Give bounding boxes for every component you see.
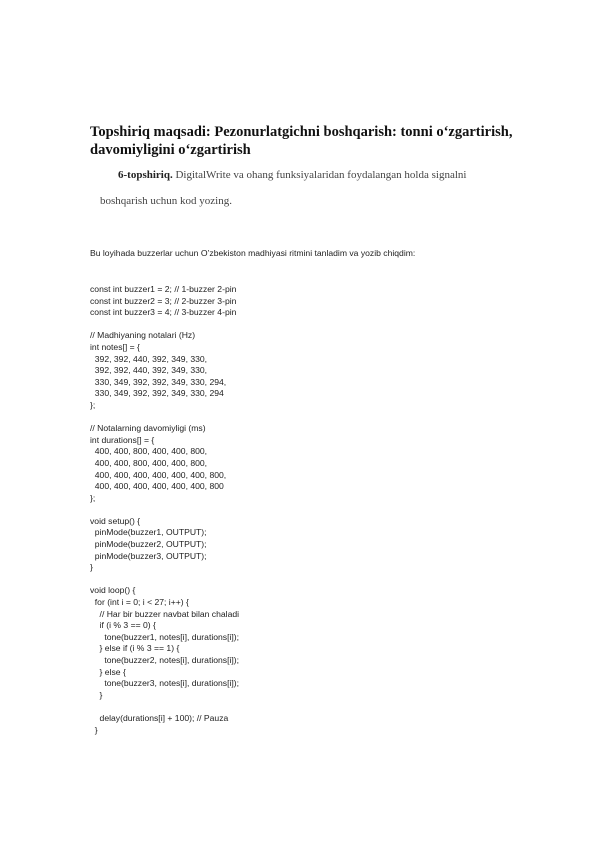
code-line: } [90,689,103,700]
code-line: 392, 392, 440, 392, 349, 330, [90,365,208,376]
code-line: 400, 400, 400, 400, 400, 400, 800 [90,481,224,492]
code-line: } else if (i % 3 == 1) { [90,643,180,654]
code-line: tone(buzzer1, notes[i], durations[i]); [90,631,240,642]
code-line: // Har bir buzzer navbat bilan chaladi [90,608,240,619]
code-listing [90,284,530,736]
document-title: Topshiriq maqsadi: Pezonurlatgichni boshqarish: tonni o‘zgartirish, davomiyligini o‘zgartirish [90,124,513,158]
code-line: void loop() { [90,585,136,596]
code-line: } [90,724,98,735]
task-text-1: DigitalWrite va ohang funksiyalaridan foydalangan holda signalni [172,169,467,181]
code-line: 330, 349, 392, 392, 349, 330, 294, [90,376,227,387]
code-line [90,574,530,586]
task-line-2: boshqarish uchun kod yozing. [100,195,232,207]
code-line: tone(buzzer2, notes[i], durations[i]); [90,655,240,665]
code-line: int notes[] = { [90,341,140,352]
code-line: tone(buzzer3, notes[i], durations[i]); [90,678,240,689]
task-label: 6-topshiriq. [118,169,173,181]
code-line: 400, 400, 800, 400, 400, 800, [90,446,208,457]
code-line: const int buzzer2 = 3; // 2-buzzer 3-pin [90,295,237,306]
code-line: delay(durations[i] + 100); // Pauza [90,712,229,723]
code-line: 330, 349, 392, 392, 349, 330, 294 [90,388,224,399]
code-line: // Madhiyaning notalari (Hz) [90,330,196,341]
code-line: void setup() { [90,515,141,526]
code-line: if (i % 3 == 0) { [90,620,156,631]
intro-paragraph: Bu loyihada buzzerlar uchun O’zbekiston madhiyasi ritmini tanladim va yozib chiqdim: [90,248,416,258]
code-line: for (int i = 0; i < 27; i++) { [90,597,189,608]
code-line: } else { [90,666,126,677]
code-line: 400, 400, 400, 400, 400, 400, 800, [90,469,227,480]
code-line: pinMode(buzzer2, OUTPUT); [90,539,207,550]
code-line: 392, 392, 440, 392, 349, 330, [90,353,208,364]
code-line: const int buzzer1 = 2; // 1-buzzer 2-pin [90,284,237,294]
code-line: }; [90,492,96,503]
task-line-1 [118,167,500,183]
code-line [90,412,530,424]
code-line: pinMode(buzzer1, OUTPUT); [90,527,207,538]
code-line [90,701,530,713]
code-line: } [90,562,93,573]
code-line [90,504,530,516]
code-line: pinMode(buzzer3, OUTPUT); [90,550,207,561]
code-line [90,319,530,331]
code-line: 400, 400, 800, 400, 400, 800, [90,457,208,468]
task-statement-image [100,167,500,209]
code-line: // Notalarning davomiyligi (ms) [90,423,206,434]
code-line: const int buzzer3 = 4; // 3-buzzer 4-pin [90,307,237,318]
code-line: int durations[] = { [90,434,155,445]
code-line: }; [90,399,96,410]
